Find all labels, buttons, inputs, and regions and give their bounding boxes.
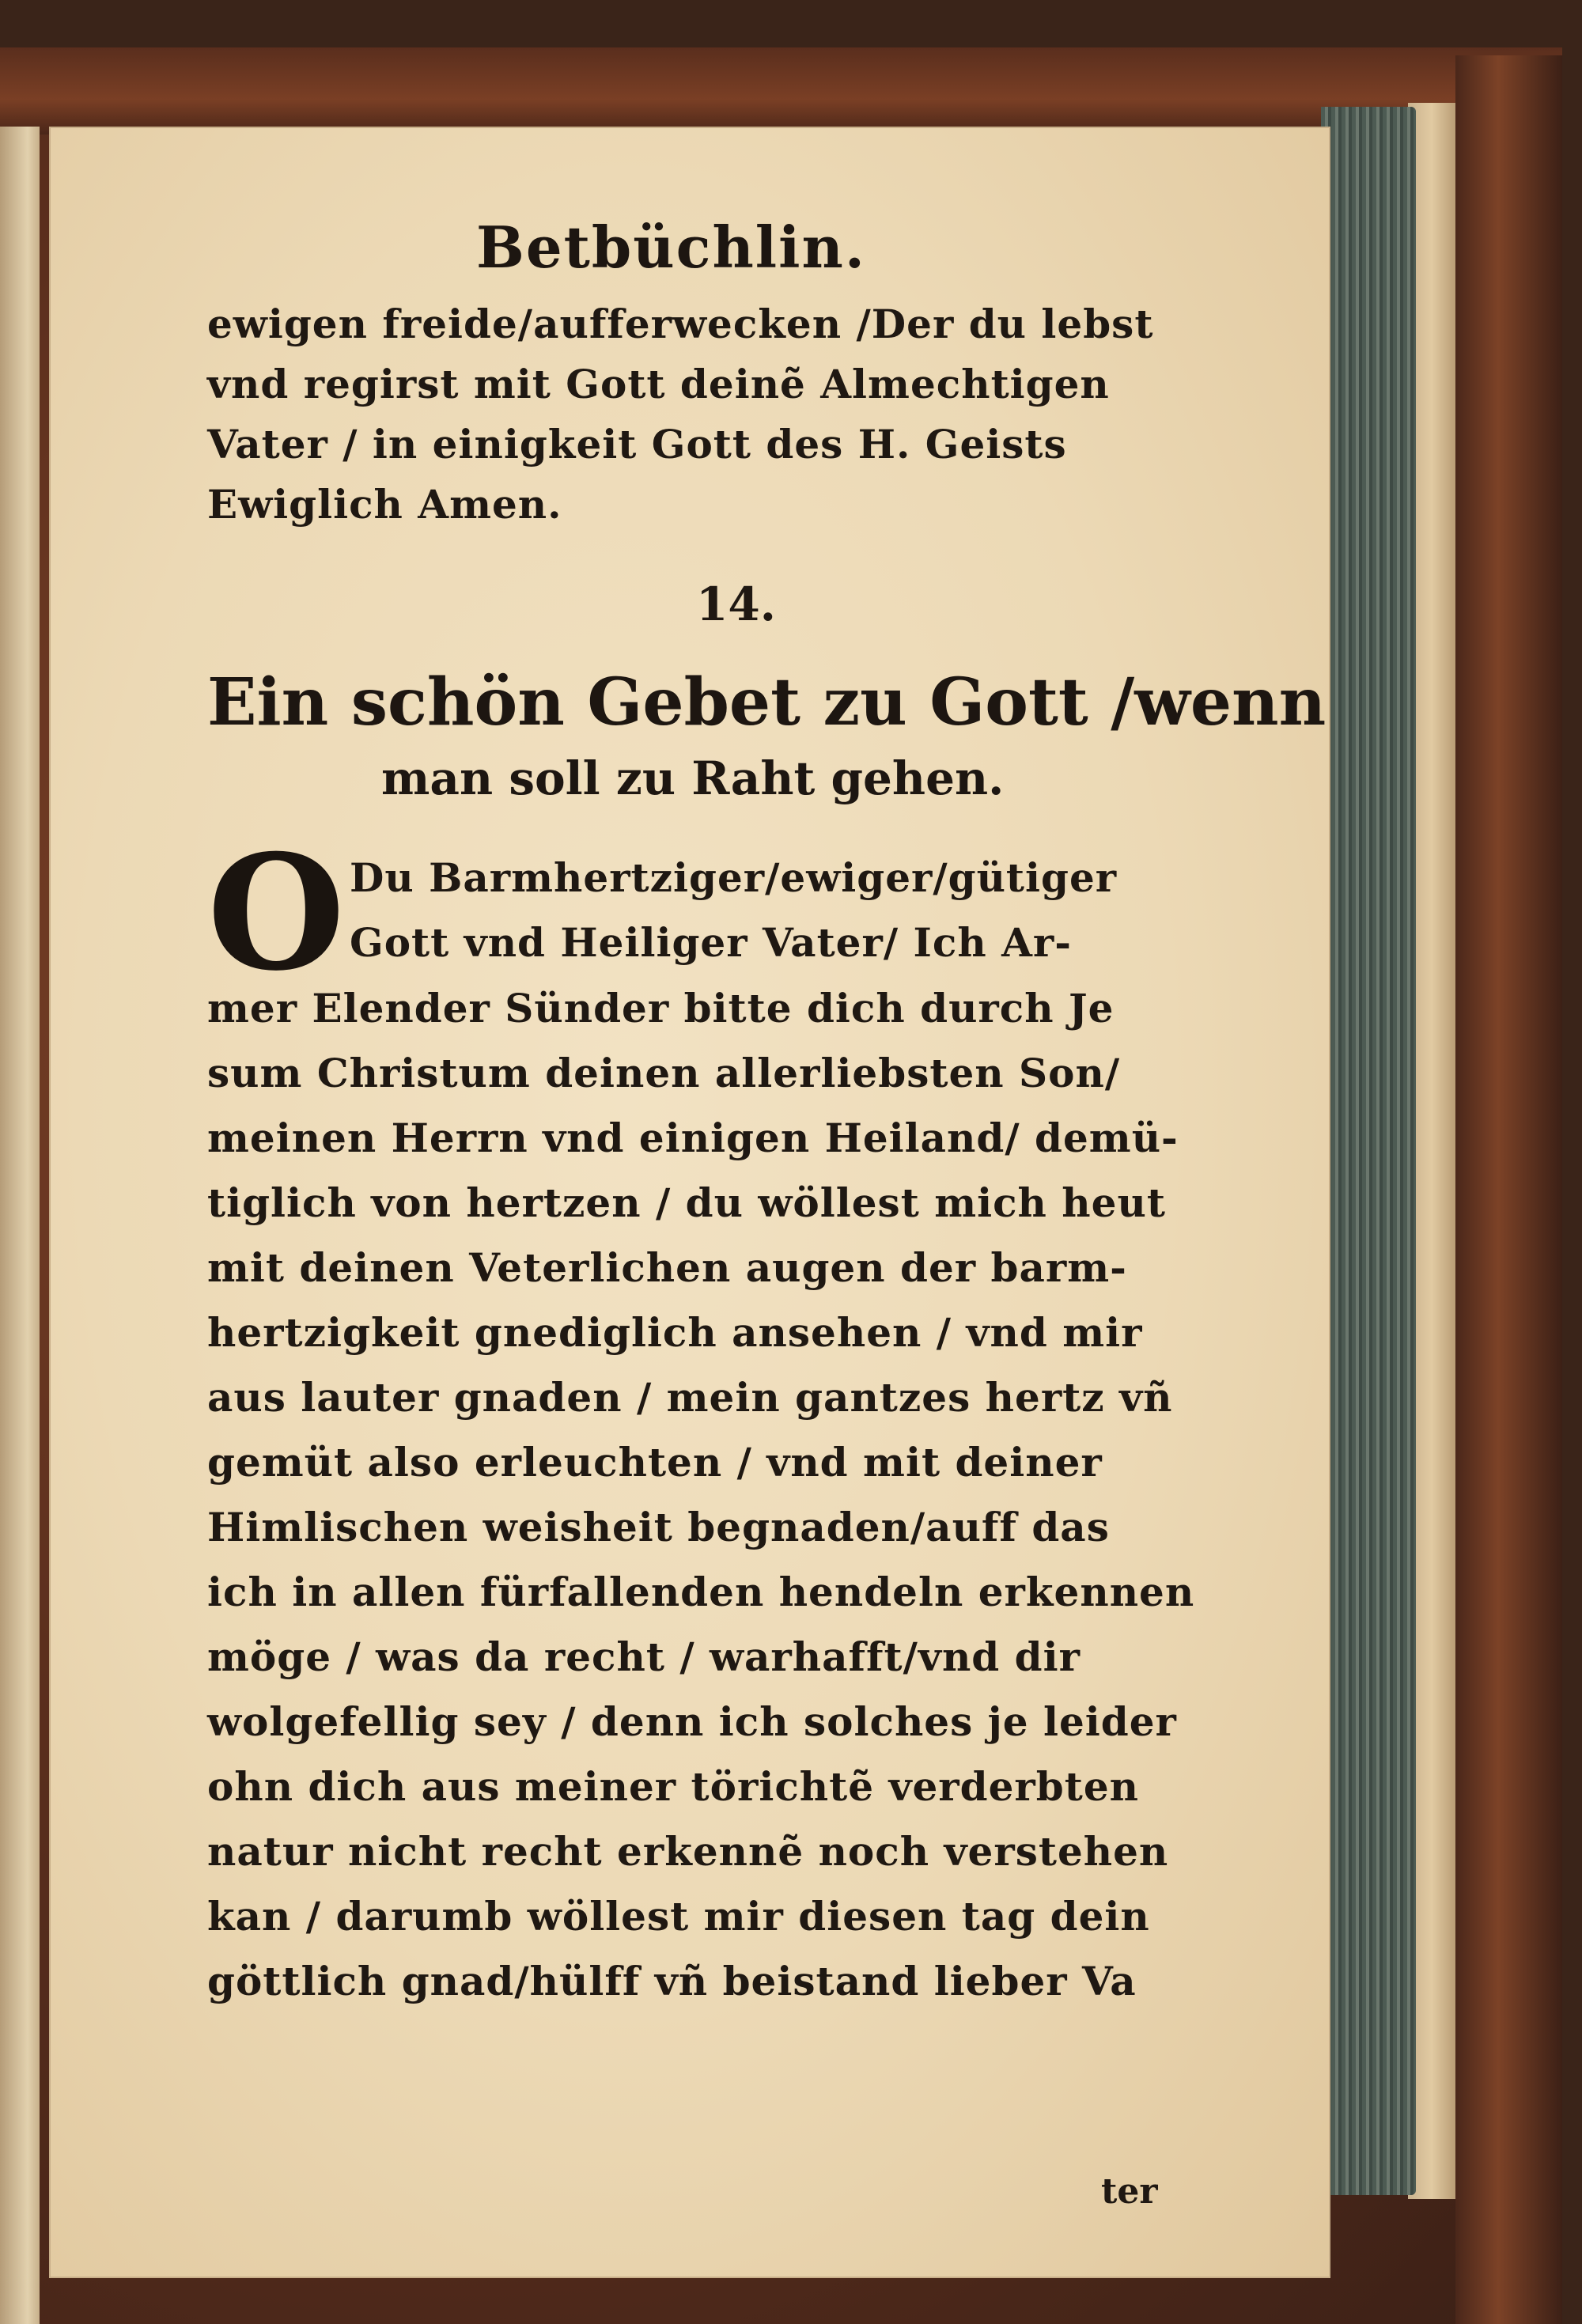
text-line: wolgefellig sey / denn ich solches je leider <box>207 1698 1177 1745</box>
prayer-title-line-1: Ein schön Gebet zu Gott /wenn <box>207 664 1327 740</box>
text-line: kan / darumb wöllest mir diesen tag dein <box>207 1893 1150 1940</box>
text-line: sum Christum deinen allerliebsten Son/ <box>207 1050 1121 1096</box>
text-line: mit deinen Veterlichen augen der barm- <box>207 1244 1127 1291</box>
book-cover-right <box>1455 55 1562 2324</box>
text-line: tiglich von hertzen / du wöllest mich heut <box>207 1179 1166 1226</box>
text-line: vnd regirst mit Gott deinẽ Almechtigen <box>207 361 1110 407</box>
left-page-edge <box>0 127 40 2324</box>
section-number: 14. <box>696 577 776 631</box>
text-line: Du Barmhertziger/ewiger/gütiger <box>350 854 1118 901</box>
running-header: Betbüchlin. <box>476 214 866 281</box>
drop-cap-initial: O <box>207 820 346 1006</box>
text-line: ewigen freide/aufferwecken /Der du lebst <box>207 301 1154 347</box>
prayer-title-line-2: man soll zu Raht gehen. <box>381 751 1005 805</box>
text-line: ohn dich aus meiner törichtẽ verderbten <box>207 1763 1139 1810</box>
text-line: ich in allen fürfallenden hendeln erkennen <box>207 1569 1195 1615</box>
text-line: gemüt also erleuchten / vnd mit deiner <box>207 1439 1103 1486</box>
catchword: ter <box>1101 2171 1158 2212</box>
text-line: meinen Herrn vnd einigen Heiland/ demü- <box>207 1115 1179 1161</box>
text-line: hertzigkeit gnediglich ansehen / vnd mir <box>207 1309 1143 1356</box>
text-line: Himlischen weisheit begnaden/auff das <box>207 1504 1110 1550</box>
text-line: göttlich gnad/hülff vñ beistand lieber Va <box>207 1958 1137 2004</box>
text-line: Gott vnd Heiliger Vater/ Ich Ar- <box>350 919 1072 966</box>
text-line: mer Elender Sünder bitte dich durch Je <box>207 985 1115 1031</box>
text-line: natur nicht recht erkennẽ noch verstehen <box>207 1828 1169 1875</box>
text-line: möge / was da recht / warhafft/vnd dir <box>207 1633 1081 1680</box>
text-line: Ewiglich Amen. <box>207 481 562 528</box>
page-stack <box>1321 107 1416 2195</box>
text-line: Vater / in einigkeit Gott des H. Geists <box>207 421 1067 467</box>
text-line: aus lauter gnaden / mein gantzes hertz vñ <box>207 1374 1173 1421</box>
book-page <box>49 127 1330 2278</box>
